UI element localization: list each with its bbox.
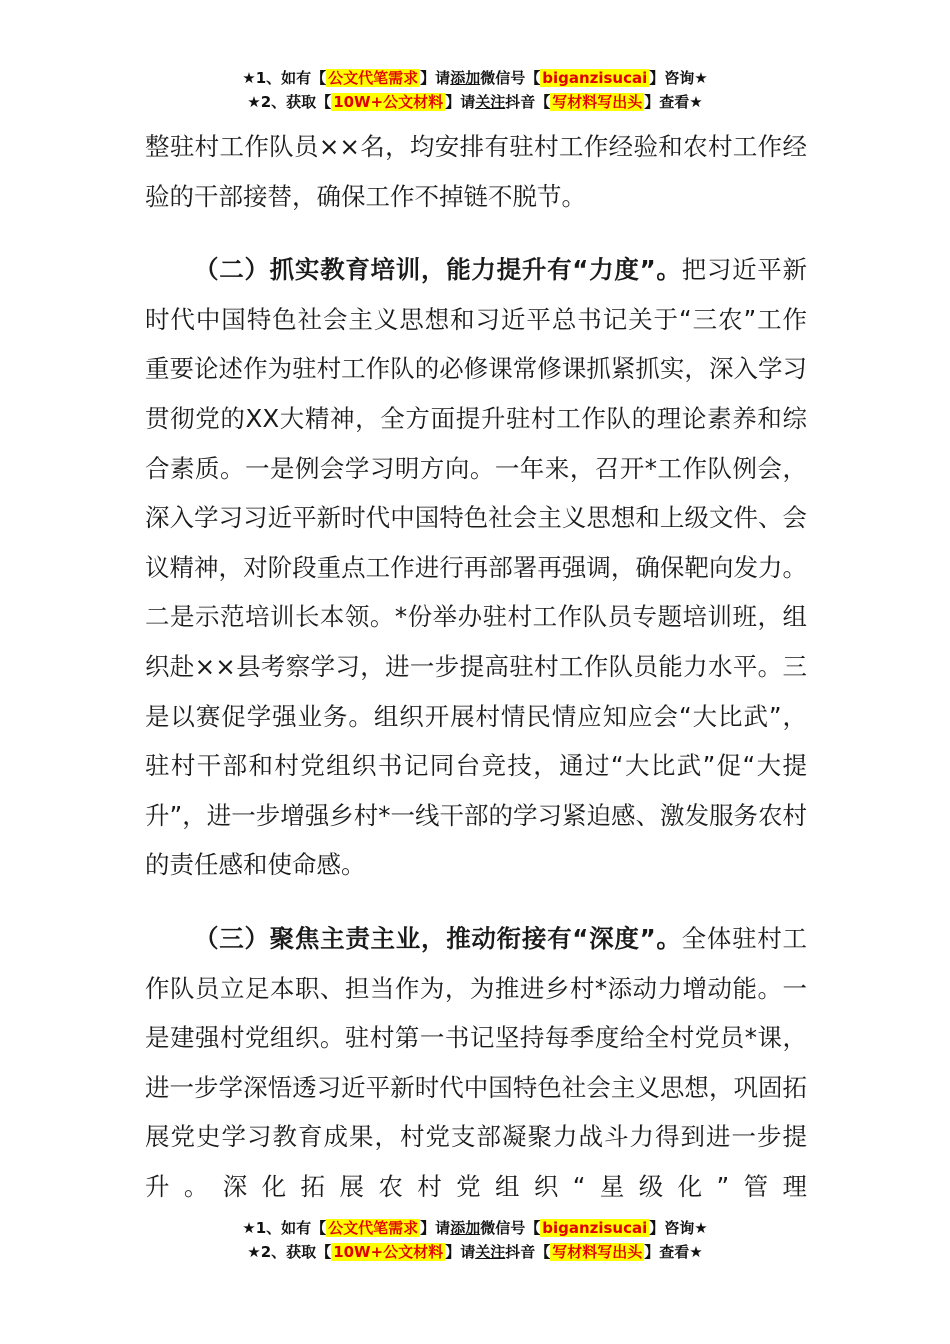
banner-line-2 xyxy=(0,90,950,114)
header-banner xyxy=(0,66,950,114)
banner-highlight: 公文代笔需求 xyxy=(328,69,419,87)
banner-text: 抖音【 xyxy=(505,93,551,111)
paragraph-1 xyxy=(145,122,807,221)
banner-text: ★1、如有【 xyxy=(242,1219,327,1237)
banner-text: 】查看★ xyxy=(644,93,703,111)
document-body xyxy=(145,122,807,1211)
banner-text: 微信号【 xyxy=(480,1219,541,1237)
banner-text: ★1、如有【 xyxy=(242,69,327,87)
banner-text: 】咨询★ xyxy=(649,1219,708,1237)
paragraph-3 xyxy=(145,914,807,1212)
banner-underlined: 关注 xyxy=(475,1243,506,1261)
banner-underlined: 添加 xyxy=(450,1219,481,1237)
banner-text: 抖音【 xyxy=(505,1243,551,1261)
banner-highlight: 写材料写出头 xyxy=(552,1243,643,1261)
banner-highlight: 公文代笔需求 xyxy=(328,1219,419,1237)
banner-underlined: 添加 xyxy=(450,69,481,87)
banner-text: ★2、获取【 xyxy=(247,1243,332,1261)
banner-underlined: 关注 xyxy=(475,93,506,111)
section-heading: （二）抓实教育培训，能力提升有“力度”。 xyxy=(194,255,682,285)
banner-text: 】请 xyxy=(445,1243,476,1261)
banner-text: 】咨询★ xyxy=(649,69,708,87)
banner-line-2 xyxy=(0,1240,950,1264)
banner-highlight: 10W+公文材料 xyxy=(333,1243,444,1261)
paragraph-text: 整驻村工作队员××名，均安排有驻村工作经验和农村工作经验的干部接替，确保工作不掉链不脱节。 xyxy=(145,132,807,211)
banner-line-1 xyxy=(0,1216,950,1240)
banner-text: ★2、获取【 xyxy=(247,93,332,111)
banner-text: 微信号【 xyxy=(480,69,541,87)
section-heading: （三）聚焦主责主业，推动衔接有“深度”。 xyxy=(194,923,682,953)
banner-text: 】请 xyxy=(420,1219,451,1237)
banner-text: 】查看★ xyxy=(644,1243,703,1261)
banner-text: 】请 xyxy=(445,93,476,111)
banner-highlight: biganzisucai xyxy=(542,1219,648,1237)
banner-highlight: 10W+公文材料 xyxy=(333,93,444,111)
paragraph-text: 把习近平新时代中国特色社会主义思想和习近平总书记关于“三农”工作重要论述作为驻村工作队的必修课常修课抓紧抓实，深入学习贯彻党的XX大精神，全方面提升驻村工作队的理论素养和综合素质。一是例会学习明方向。一年来，召开*工作队例会，深入学习习近平新时代中国特色社会主义思想和上级文件、会议精神，对阶段重点工作进行再部署再强调，确保靶向发力。二是示范培训长本领。*份举办驻村工作队员专题培训班，组织赴××县考察学习，进一步提高驻村工作队员能力水平。三是以赛促学强业务。组织开展村情民情应知应会“大比武”，驻村干部和村党组织书记同台竞技，通过“大比武”促“大提升”，进一步增强乡村*一线干部的学习紧迫感、激发服务农村的责任感和使命感。 xyxy=(145,255,808,880)
banner-highlight: biganzisucai xyxy=(542,69,648,87)
banner-text: 】请 xyxy=(420,69,451,87)
footer-banner xyxy=(0,1216,950,1264)
banner-line-1 xyxy=(0,66,950,90)
paragraph-text: 全体驻村工作队员立足本职、担当作为，为推进乡村*添动力增动能。一是建强村党组织。驻村第一书记坚持每季度给全村党员*课，进一步学深悟透习近平新时代中国特色社会主义思想，巩固拓展党史学习教育成果，村党支部凝聚力战斗力得到进一步提升。深化拓展农村党组织“星级化”管理 xyxy=(145,923,808,1201)
banner-highlight: 写材料写出头 xyxy=(552,93,643,111)
paragraph-2 xyxy=(145,245,807,890)
